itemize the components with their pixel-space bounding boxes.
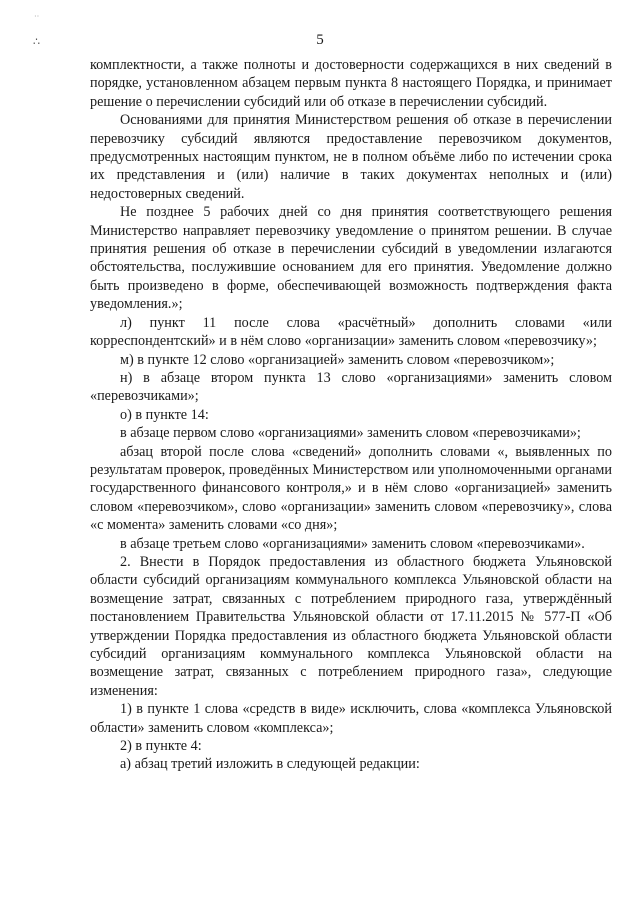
paragraph: н) в абзаце втором пункта 13 слово «организациями» заменить словом «перевозчиками»; bbox=[90, 369, 612, 405]
paragraph: 2. Внести в Порядок предоставления из областного бюджета Ульяновской области субсидий организациям коммунального комплекса Ульяновской области на возмещение затрат, связанных с потреблением природного газа, утверждённый постановлением Правительства Ульяновской области от 17.11.2015 № 577-П «Об утверждении Порядка предоставления из областного бюджета Ульяновской области субсидий организациям коммунального комплекса Ульяновской области на возмещение затрат, связанных с потреблением природного газа», следующие изменения: bbox=[90, 553, 612, 699]
corner-mark: ·· bbox=[34, 12, 40, 21]
paragraph: абзац второй после слова «сведений» дополнить словами «, выявленных по результатам проверок, проведённых Министерством или уполномоченными органами государственного финансового контроля,» и в нём слово «организацией» заменить словом «перевозчиком», слово «организации» заменить словом «перевозчику», слова «с момента» заменить словами «со дня»; bbox=[90, 443, 612, 534]
margin-mark: ∴ bbox=[33, 36, 40, 48]
paragraph: в абзаце первом слово «организациями» заменить словом «перевозчиками»; bbox=[120, 425, 581, 442]
page-number: 5 bbox=[316, 32, 324, 48]
paragraph: 1) в пункте 1 слова «средств в виде» исключить, слова «комплекса Ульяновской области» заменить словом «комплекса»; bbox=[90, 701, 612, 736]
paragraph: о) в пункте 14: bbox=[120, 406, 209, 423]
paragraph: 2) в пункте 4: bbox=[120, 738, 202, 755]
document-body bbox=[90, 56, 612, 774]
paragraph: Не позднее 5 рабочих дней со дня принятия соответствующего решения Министерство направляет перевозчику уведомление о принятом решении. В случае принятия решения об отказе в перечислении субсидий в уведомлении излагаются обстоятельства, послужившие основанием для его принятия. Уведомление должно быть произведено в форме, обеспечивающей возможность подтверждения факта уведомления.»; bbox=[90, 204, 612, 313]
paragraph: а) абзац третий изложить в следующей редакции: bbox=[120, 756, 420, 773]
paragraph: в абзаце третьем слово «организациями» заменить словом «перевозчиками». bbox=[120, 535, 585, 552]
paragraph: комплектности, а также полноты и достоверности содержащихся в них сведений в порядке, установленном абзацем первым пункта 8 настоящего Порядка, и принимает решение о перечислении субсидий или об отказе в перечислении субсидий. bbox=[90, 57, 612, 110]
paragraph: Основаниями для принятия Министерством решения об отказе в перечислении перевозчику субсидий являются предоставление перевозчиком документов, предусмотренных настоящим пунктом, не в полном объёме либо по истечении срока их представления и (или) наличие в таких документах неполных и (или) недостоверных сведений. bbox=[90, 112, 612, 202]
paragraph: л) пункт 11 после слова «расчётный» дополнить словами «или корреспондентский» и в нём слово «организации» заменить словом «перевозчику»; bbox=[90, 314, 612, 350]
paragraph: м) в пункте 12 слово «организацией» заменить словом «перевозчиком»; bbox=[120, 351, 555, 368]
